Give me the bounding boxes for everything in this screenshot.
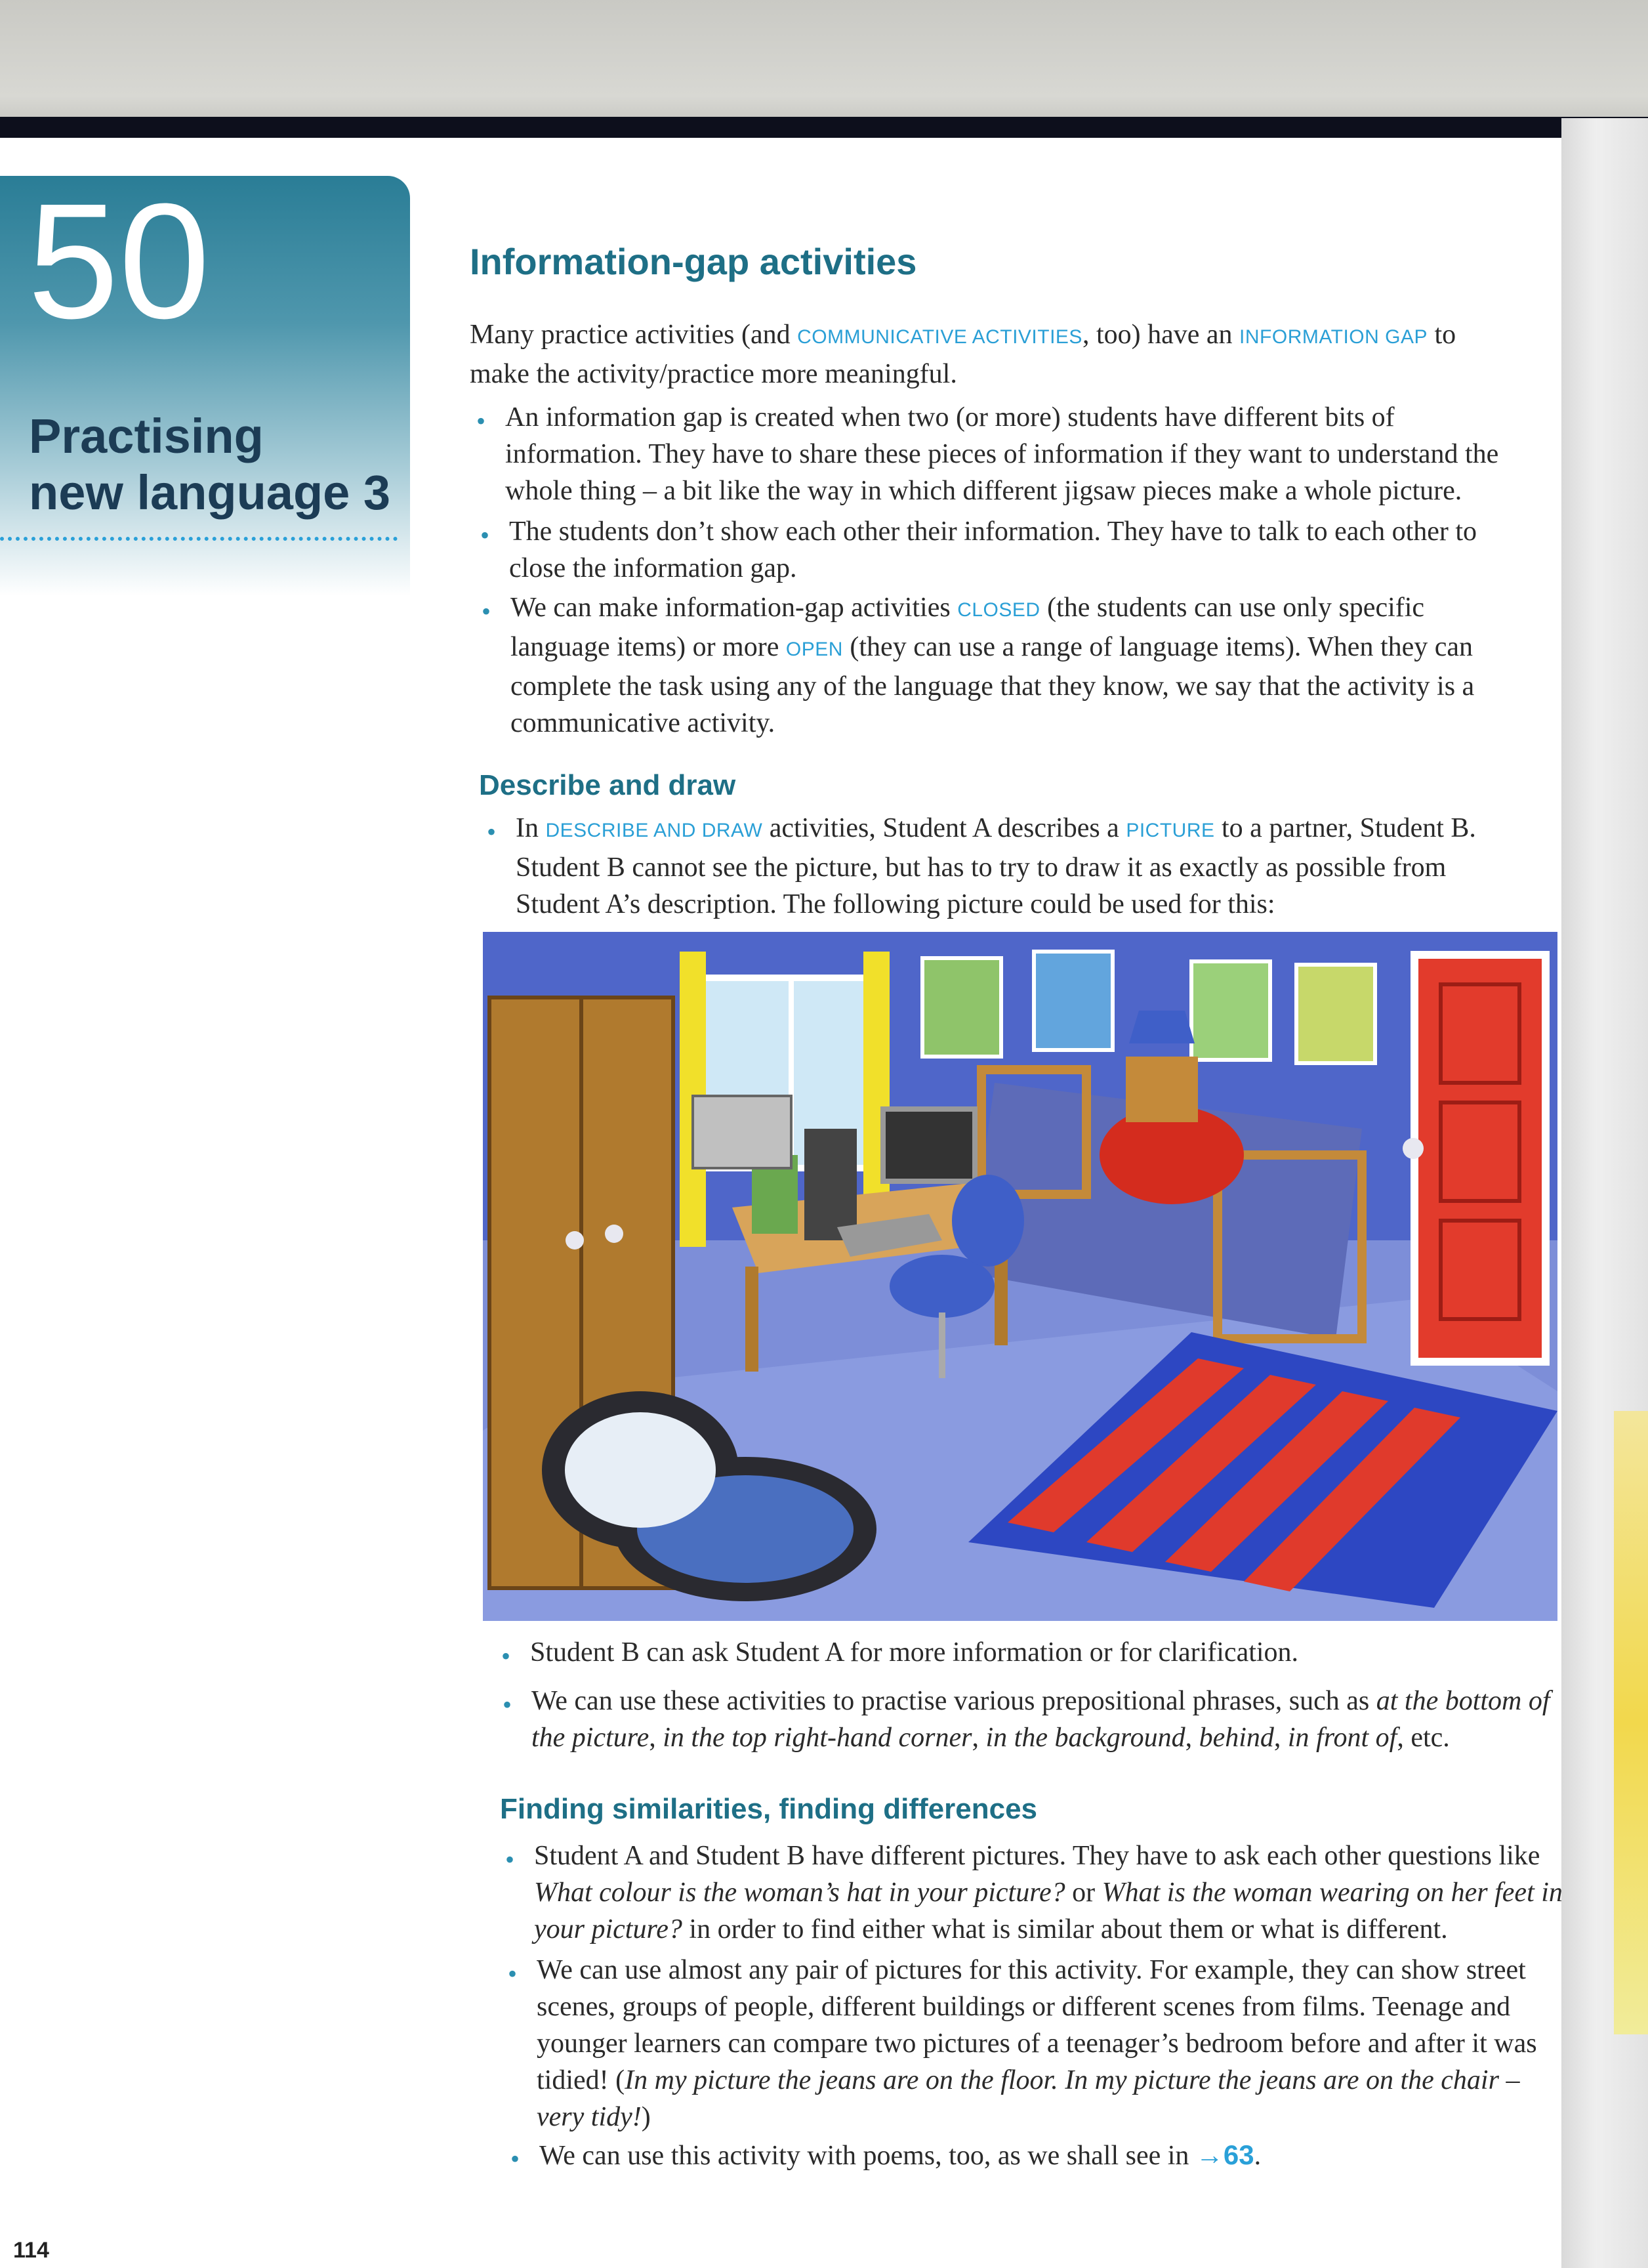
- keyword-closed[interactable]: CLOSED: [957, 599, 1040, 621]
- chair-back: [952, 1175, 1024, 1267]
- chapter-title-line1: Practising: [29, 409, 264, 463]
- bullet-item: [505, 1838, 1564, 1948]
- text: in order to find either what is similar about them or what is different.: [682, 1914, 1448, 1944]
- keyword-communicative-activities[interactable]: COMMUNICATIVE ACTIVITIES: [797, 326, 1082, 348]
- text: (the students can use only specific language items) or more: [510, 593, 1425, 662]
- text: Student A and Student B have different pictures. They have to ask each other questions like: [534, 1841, 1540, 1871]
- bullet-dot-icon: •: [503, 1690, 512, 1719]
- door: [1414, 955, 1546, 1362]
- stereo: [693, 1096, 791, 1168]
- text: We can use this activity with poems, too, as we shall see in: [539, 2141, 1196, 2171]
- italic-phrase: behind: [1199, 1723, 1274, 1753]
- bullet-text: Student B can ask Student A for more information or for clarification.: [530, 1637, 1299, 1668]
- italic-phrase: in the top right-hand corner: [663, 1723, 972, 1753]
- text: Many practice activities (and: [470, 320, 798, 350]
- bullet-item: [510, 2137, 1550, 2174]
- lamp: [1129, 1011, 1195, 1043]
- bullet-dot-icon: •: [487, 817, 497, 847]
- text: to a partner, Student B. Student B cannot see the picture, but has to try to draw it as exactly as possible from Student A’s description. The following picture could be used for this:: [516, 813, 1476, 919]
- bullet-dot-icon: •: [508, 1959, 518, 1988]
- keyword-information-gap[interactable]: INFORMATION GAP: [1239, 326, 1428, 348]
- text: , etc.: [1397, 1723, 1450, 1753]
- bullet-text: An information gap is created when two (or more) students have different bits of information. They have to share these pieces of information if they want to understand the whole thing – a bit like the way in which different jigsaw pieces make a whole picture.: [505, 402, 1499, 506]
- bullet-item: [501, 1634, 1540, 1671]
- bullet-item: [503, 1683, 1561, 1756]
- wardrobe-knob: [605, 1225, 623, 1243]
- keyword-picture[interactable]: PICTURE: [1126, 820, 1215, 841]
- door-knob: [1403, 1138, 1424, 1159]
- bullet-item: [482, 589, 1521, 742]
- chapter-number: 50: [28, 169, 211, 352]
- computer-tower: [804, 1129, 857, 1240]
- cross-reference-link[interactable]: →63: [1195, 2139, 1254, 2170]
- text: ,: [1185, 1723, 1199, 1753]
- poster-toucan: [1034, 952, 1113, 1050]
- bullet-text: The students don’t show each other their information. They have to talk to each other to close the information gap.: [509, 516, 1477, 583]
- poster-lion: [1296, 965, 1375, 1063]
- text: ,: [649, 1723, 663, 1753]
- italic-question: What colour is the woman’s hat in your picture?: [534, 1878, 1065, 1908]
- bullet-dot-icon: •: [480, 520, 490, 550]
- bullet-dot-icon: •: [505, 1845, 515, 1874]
- text: to make the activity/practice more meaningful.: [470, 320, 1456, 389]
- text: We can use almost any pair of pictures for this activity. For example, they can show street scenes, groups of people, different buildings or different scenes from films. Teenage and younger learners can compare two pictures of a teenager’s bedroom before and after it was tidied! (: [537, 1955, 1537, 2095]
- bullet-dot-icon: •: [482, 597, 491, 626]
- bullet-item: [480, 513, 1539, 587]
- text: ): [641, 2102, 651, 2132]
- italic-question: What is the woman wearing on her feet in your picture?: [534, 1878, 1563, 1944]
- keyword-open[interactable]: OPEN: [785, 639, 843, 660]
- chapter-title-line2: new language 3: [29, 465, 391, 520]
- dotted-divider: [0, 537, 398, 541]
- italic-phrase: in the background: [985, 1723, 1185, 1753]
- monitor: [883, 1109, 975, 1181]
- text: We can make information-gap activities: [510, 593, 958, 623]
- scan-dark-band: [0, 117, 1648, 139]
- bullet-item: [476, 399, 1535, 509]
- bullet-dot-icon: •: [501, 1641, 511, 1671]
- chapter-title: [29, 408, 396, 521]
- italic-example: In my picture the jeans are on the floor. In my picture the jeans are on the chair – very tidy!: [537, 2065, 1520, 2132]
- text: In: [516, 813, 546, 843]
- bullet-item: [508, 1952, 1547, 2135]
- intro-paragraph: [470, 316, 1519, 392]
- italic-phrase: in front of: [1287, 1723, 1397, 1753]
- page-number: 114: [13, 2238, 49, 2263]
- subheading-similarities-differences: Finding similarities, finding differences: [500, 1793, 1038, 1825]
- facing-page-color-strip: [1614, 1411, 1648, 2034]
- italic-phrase: at the bottom of the picture: [531, 1686, 1550, 1753]
- wardrobe-knob: [566, 1231, 584, 1250]
- text: or: [1065, 1878, 1102, 1908]
- bedroom-illustration: [483, 932, 1557, 1621]
- text: (they can use a range of language items). When they can complete the task using any of the language that they know, we say that the activity is a communicative activity.: [510, 632, 1475, 738]
- text: , too) have an: [1082, 320, 1240, 350]
- text: activities, Student A describes a: [762, 813, 1126, 843]
- text: .: [1254, 2141, 1262, 2171]
- text: ,: [1273, 1723, 1288, 1753]
- bullet-dot-icon: •: [476, 406, 486, 436]
- bullet-dot-icon: •: [510, 2144, 520, 2174]
- text: We can use these activities to practise various prepositional phrases, such as: [531, 1686, 1376, 1716]
- text: ,: [972, 1723, 986, 1753]
- subheading-describe-draw: Describe and draw: [479, 769, 736, 801]
- bullet-item: [487, 810, 1526, 923]
- bedside-table: [1126, 1057, 1198, 1122]
- keyword-describe-and-draw[interactable]: DESCRIBE AND DRAW: [545, 820, 763, 841]
- poster-elephant: [922, 958, 1001, 1057]
- section-heading: Information-gap activities: [470, 241, 917, 282]
- poster-panda: [1191, 961, 1270, 1060]
